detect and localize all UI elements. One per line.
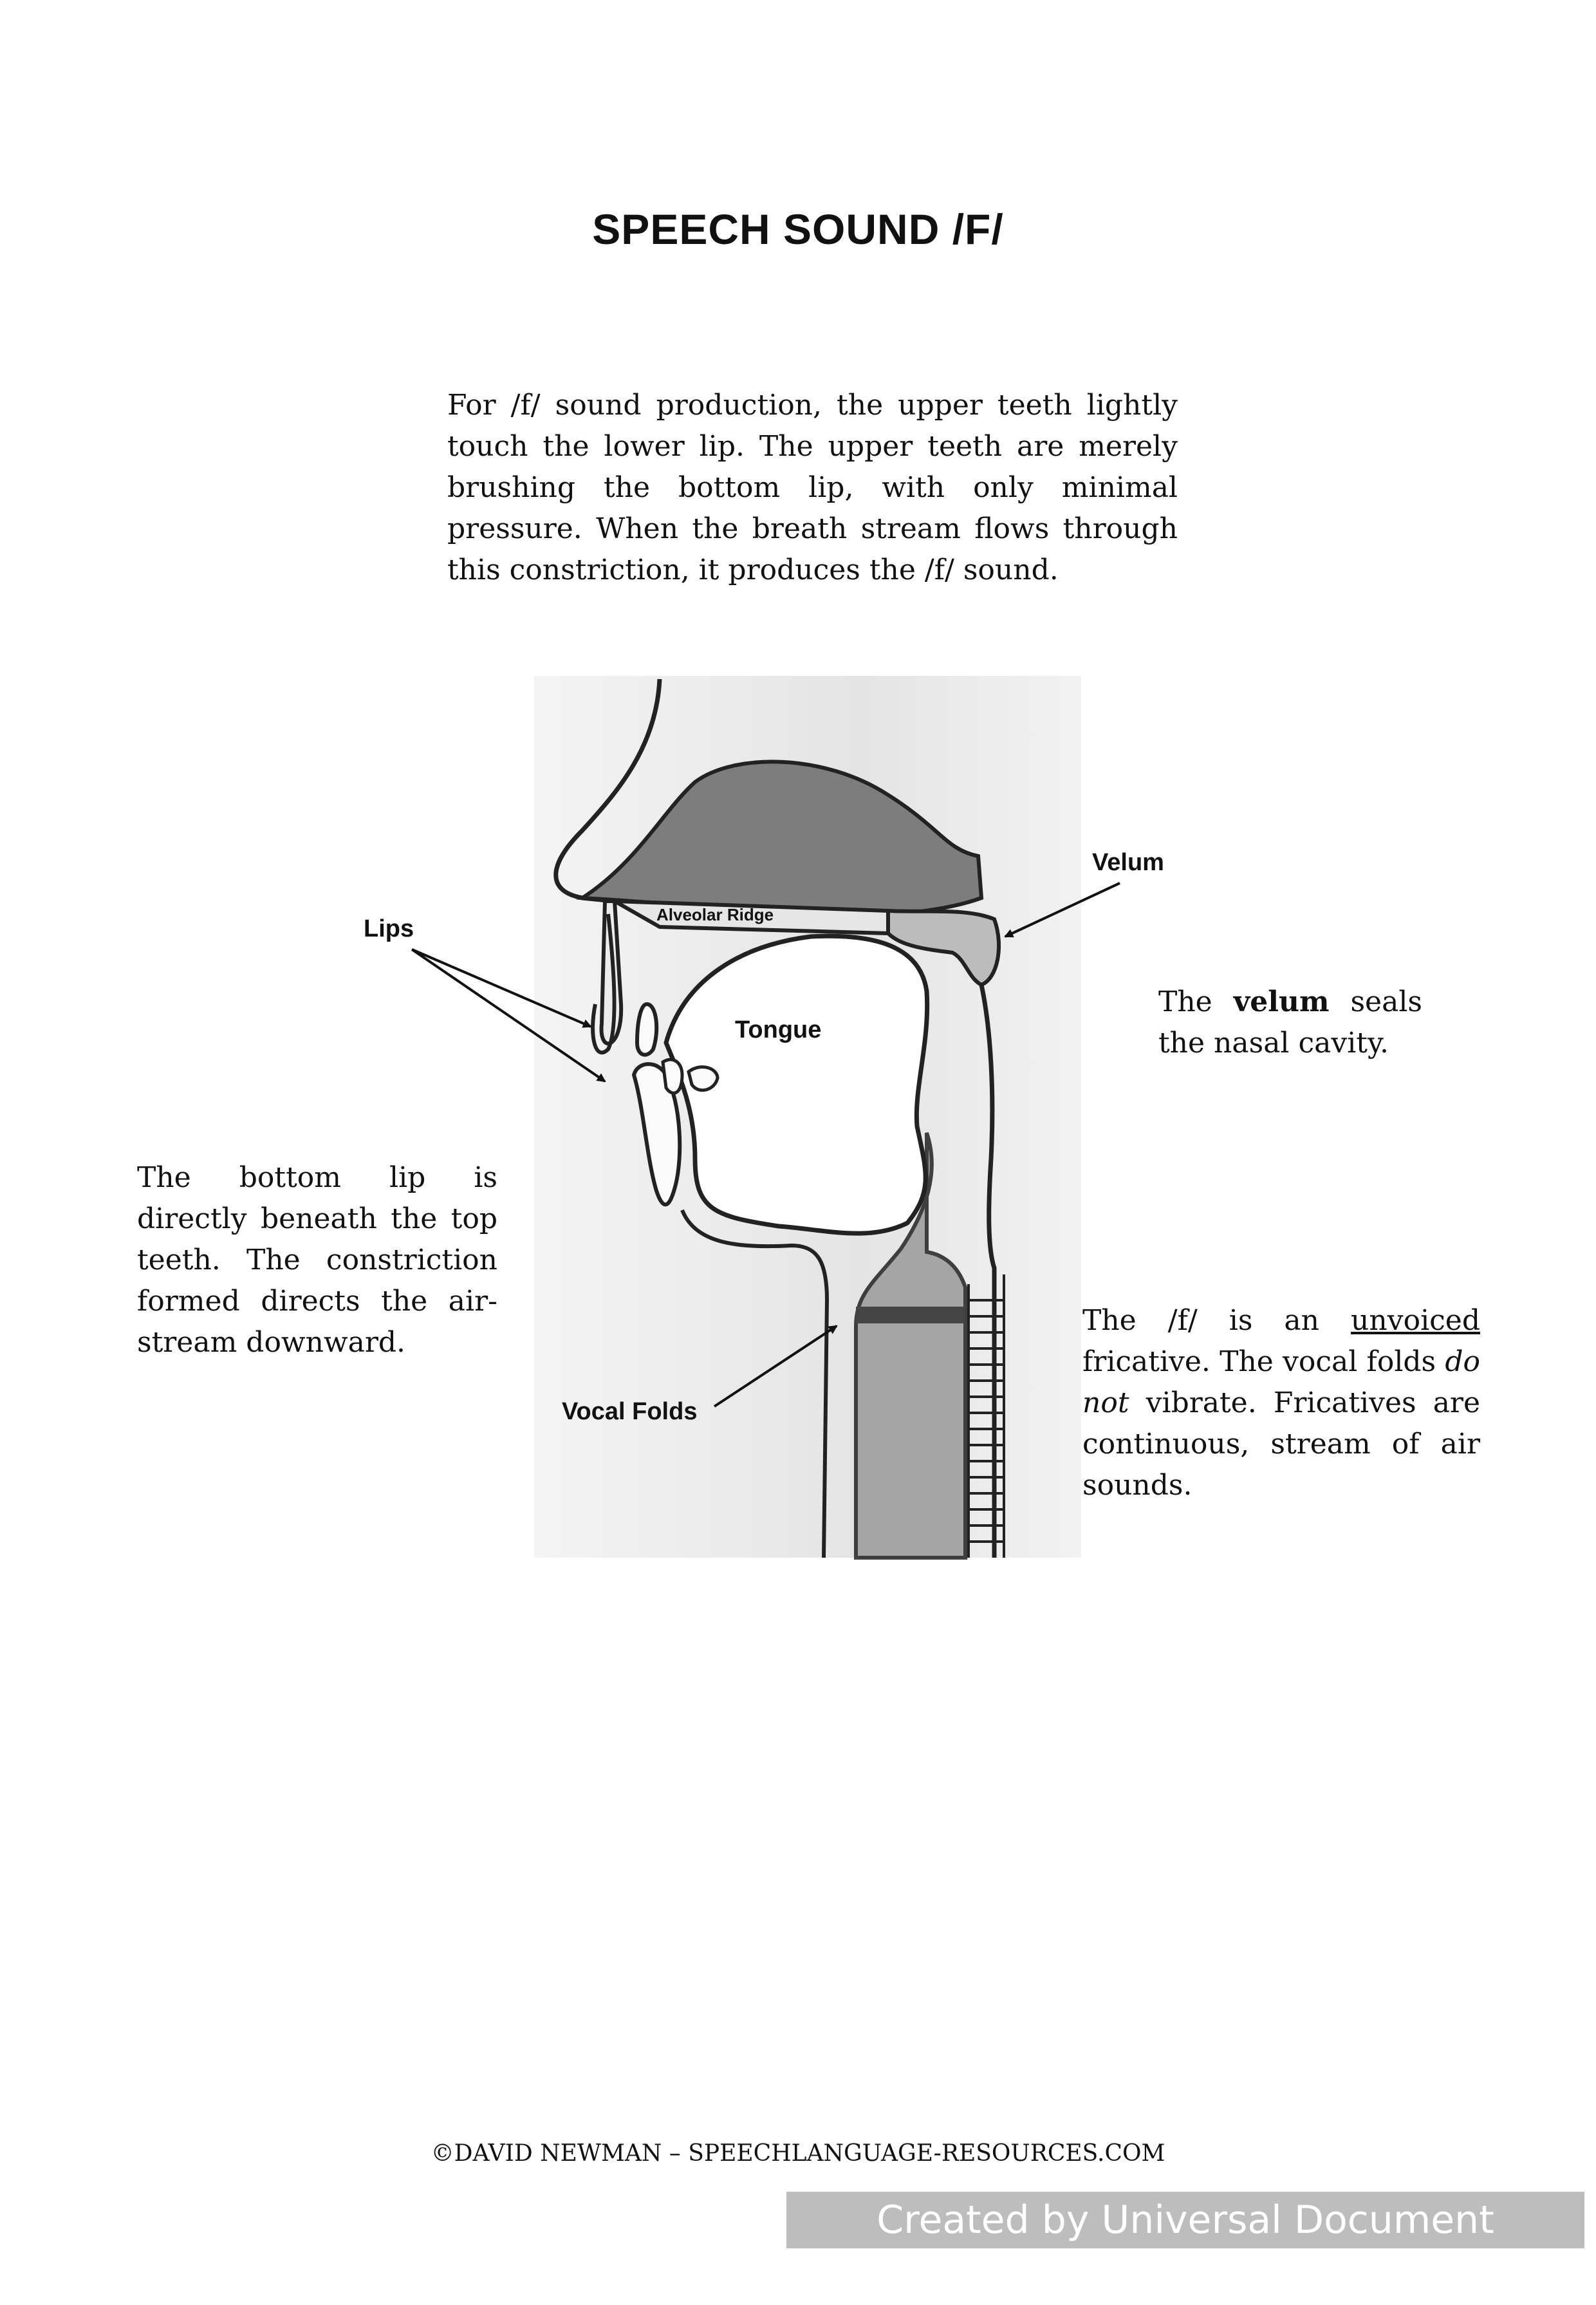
alveolar-ridge-label: Alveolar Ridge xyxy=(656,905,774,924)
converter-watermark: Created by Universal Document Converter xyxy=(786,2192,1584,2248)
copyright-footer: ©DAVID NEWMAN – SPEECHLANGUAGE-RESOURCES.COM xyxy=(431,2140,1165,2167)
upper-teeth xyxy=(637,1004,656,1055)
voice-note-part3: vibrate. Fricatives are continuous, stream of air sounds. xyxy=(1082,1386,1480,1502)
bottom-lip-note: The bottom lip is directly beneath the top teeth. The constriction formed directs the air-stream downward. xyxy=(137,1161,497,1359)
voice-note-underlined: unvoiced xyxy=(1351,1304,1480,1337)
vocal-folds-label: Vocal Folds xyxy=(562,1398,698,1425)
velum-label: Velum xyxy=(1092,849,1164,876)
tongue-label: Tongue xyxy=(735,1016,822,1043)
vocal-folds-band xyxy=(856,1307,965,1323)
unvoiced-note xyxy=(1082,1300,1480,1506)
page-title: SPEECH SOUND /F/ xyxy=(592,205,1004,253)
velum-note-bold: velum xyxy=(1233,985,1330,1018)
lips-label: Lips xyxy=(364,915,414,942)
intro-paragraph: For /f/ sound production, the upper teeth lightly touch the lower lip. The upper teeth are merely brushing the bottom lip, with only minimal pressure. When the breath stream flows through this constriction, it produces the /f/ sound. xyxy=(447,389,1178,586)
voice-note-part1: The /f/ is an xyxy=(1082,1304,1351,1337)
velum-note-before: The xyxy=(1158,985,1234,1018)
voice-note-italic: do not xyxy=(1082,1345,1480,1419)
velum-note-after: seals the nasal cavity. xyxy=(1158,985,1422,1059)
velum-note xyxy=(1158,982,1422,1064)
voice-note-part2: fricative. The vocal folds xyxy=(1082,1345,1445,1378)
